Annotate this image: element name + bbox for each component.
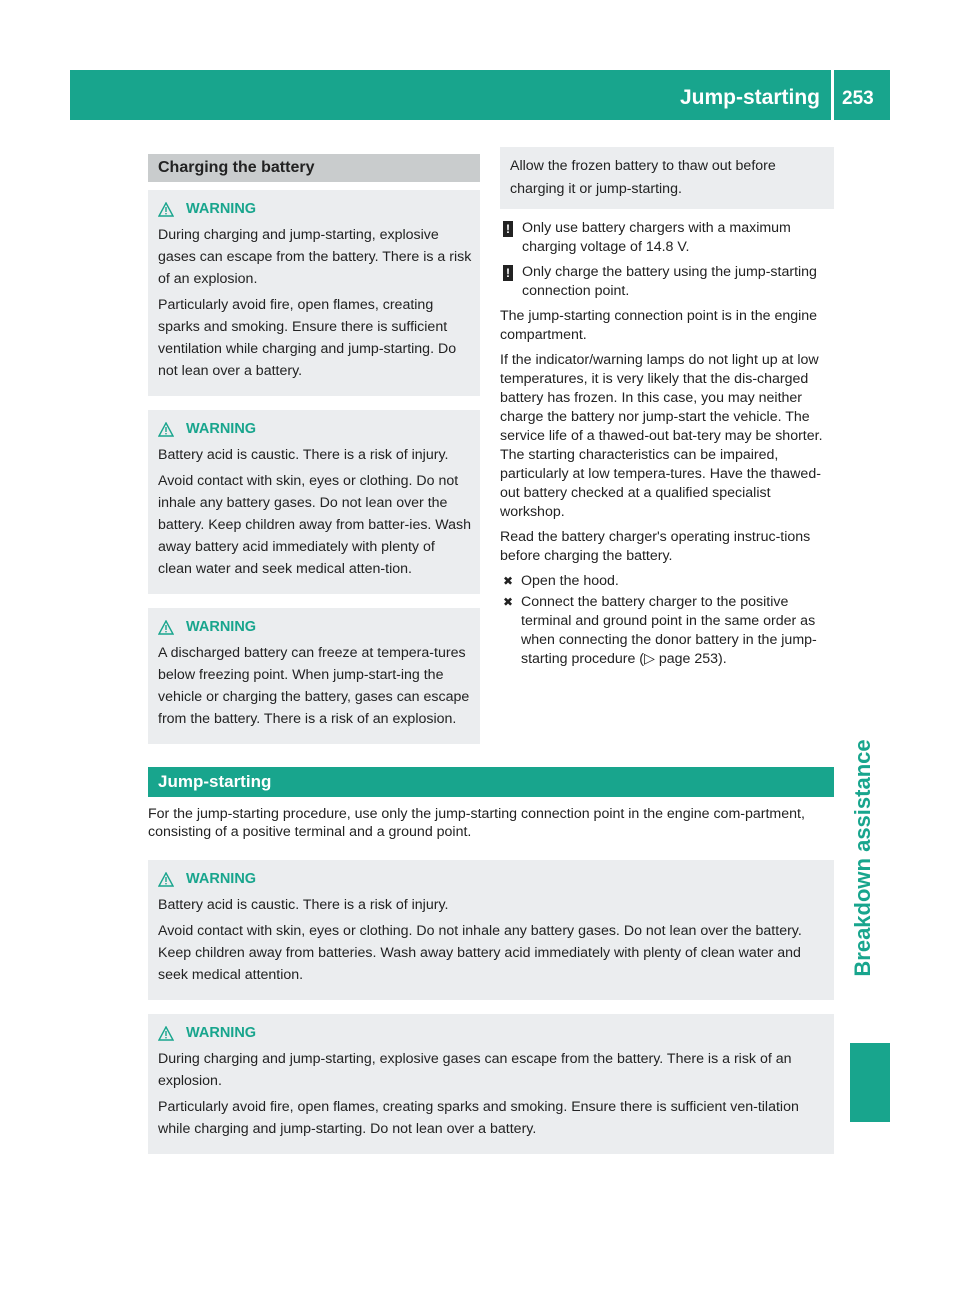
warning-heading [158,868,826,890]
warning-text: Battery acid is caustic. There is a risk of injury. [158,897,449,913]
step-item [500,593,834,669]
warning-box [148,608,480,744]
warning-label: WARNING [186,619,257,635]
step-arrow-icon: ✖ [503,574,514,588]
exclamation-icon: ! [503,265,513,281]
exclamation-icon: ! [503,221,513,237]
warning-heading [158,198,472,220]
warning-label: WARNING [186,201,257,217]
page-number: 253 [842,88,874,109]
warning-text: Battery acid is caustic. There is a risk of injury. [158,447,449,463]
warning-heading [158,1022,826,1044]
warning-text: A discharged battery can freeze at tempera-tures below freezing point. When jump-start-ing the vehicle or charging the battery, gases can escape from the battery. There is a risk of an explosion. [158,645,470,727]
header-divider [831,70,834,120]
step-arrow-icon: ✖ [503,595,514,609]
side-chapter-tab [850,1043,890,1122]
step-text: Open the hood. [521,573,619,589]
warning-text: Avoid contact with skin, eyes or clothing. Do not inhale any battery gases. Do not lean over the battery. Keep children away from batter-ies. Wash away battery acid immediately with plenty of clean water and seek medical atten-tion. [158,473,472,577]
warning-label: WARNING [186,421,257,437]
right-column [500,147,834,671]
warning-box [148,860,834,1000]
side-chapter-text: Breakdown assistance [850,739,875,977]
warning-label: WARNING [186,1025,257,1041]
notice-item [500,219,834,257]
warning-triangle-icon [158,872,174,887]
warning-triangle-icon [158,620,174,635]
step-item [500,572,834,591]
notice-item [500,263,834,301]
warning-triangle-icon [158,422,174,437]
warning-label: WARNING [186,871,257,887]
header-title: Jump-starting [679,86,820,109]
jump-warnings [148,860,834,1168]
side-chapter-label [843,693,883,1023]
section-title-charging: Charging the battery [148,154,480,182]
warning-triangle-icon [158,202,174,217]
body-paragraph: Read the battery charger's operating instruc-tions before charging the battery. [500,529,811,564]
warning-box [148,190,480,396]
left-column [148,154,480,758]
section-title-jump-starting: Jump-starting [148,767,834,797]
info-box: Allow the frozen battery to thaw out before charging it or jump-starting. [500,147,834,209]
warning-text: During charging and jump-starting, explosive gases can escape from the battery. There is a risk of an explosion. [158,227,472,287]
warning-triangle-icon [158,1026,174,1041]
body-paragraph: If the indicator/warning lamps do not light up at low temperatures, it is very likely that the dis-charged battery has frozen. In this case, you may neither charge the battery nor jump-start the vehicle. The service life of a thawed-out bat-tery may be shorter. The starting characteristics can be impaired, particularly at low tempera-tures. Have the thawed-out battery checked at a qualified specialist workshop. [500,352,823,520]
warning-box [148,410,480,594]
jump-intro-paragraph: For the jump-starting procedure, use only the jump-starting connection point in the engine com-partment, consisting of a positive terminal and a ground point. [148,806,805,840]
notice-text: Only charge the battery using the jump-starting connection point. [522,264,817,299]
notice-text: Only use battery chargers with a maximum charging voltage of 14.8 V. [522,220,791,255]
warning-text: Avoid contact with skin, eyes or clothing. Do not inhale any battery gases. Do not lean over the battery. Keep children away from batteries. Wash away battery acid immediately with plenty of clean water and seek medical attention. [158,923,802,983]
body-paragraph: The jump-starting connection point is in the engine compartment. [500,308,818,343]
warning-heading [158,616,472,638]
warning-text: Particularly avoid fire, open flames, creating sparks and smoking. Ensure there is sufficient ven-tilation while charging and jump-starting. Do not lean over a battery. [158,1099,799,1137]
warning-text: Particularly avoid fire, open flames, creating sparks and smoking. Ensure there is sufficient ventilation while charging and jump-starting. Do not lean over a battery. [158,297,457,379]
warning-box [148,1014,834,1154]
warning-text: During charging and jump-starting, explosive gases can escape from the battery. There is a risk of an explosion. [158,1051,792,1089]
warning-heading [158,418,472,440]
step-text[interactable]: Connect the battery charger to the positive terminal and ground point in the same order as when connecting the donor battery in the jump-starting procedure (▷ page 253). [521,594,817,667]
